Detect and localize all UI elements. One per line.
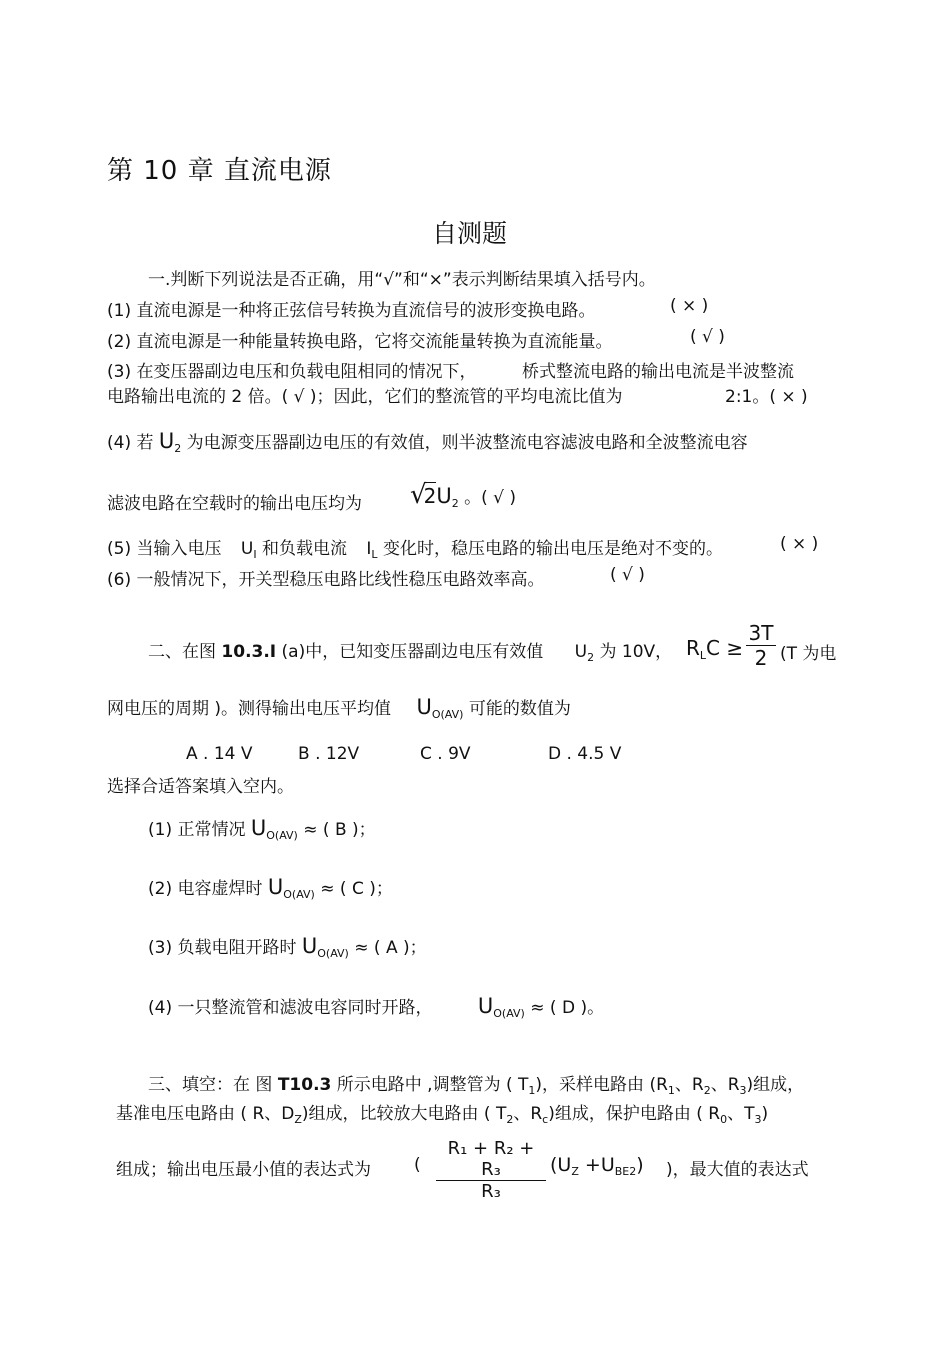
p3-sub-z: Z <box>294 1113 302 1126</box>
q5-il: I <box>366 539 372 559</box>
fraction-denominator: 2 <box>754 646 768 670</box>
q5-ui-sub: I <box>253 548 257 561</box>
q4-u2-symbol: U <box>436 484 452 508</box>
q2-text: (2) 直流电源是一种能量转换电路，它将交流能量转换为直流能量。 <box>107 332 613 352</box>
p3-sub-2: 2 <box>703 1084 711 1097</box>
part2-item-4 <box>148 993 604 1020</box>
q5-line <box>107 534 723 561</box>
item-label: (3) 负载电阻开路时 <box>148 938 297 958</box>
q4-line1 <box>107 428 748 455</box>
p3-l2d: )组成，保护电路由 ( R <box>548 1104 721 1124</box>
item-tail: ≈ ( C )； <box>320 879 393 899</box>
item-tail: ≈ ( A )； <box>354 938 427 958</box>
q4-line2: 滤波电路在空载时的输出电压均为 <box>107 494 362 514</box>
q3-line2b: 2:1。( × ) <box>725 387 808 407</box>
part2-b: (a)中，已知变压器副边电压有效值 <box>281 642 544 662</box>
part3-line1 <box>148 1070 804 1097</box>
p3-sub-t2: 2 <box>506 1113 514 1126</box>
q5-b: 和负载电流 <box>262 539 347 559</box>
rl-symbol: R <box>686 636 700 660</box>
sqrt-expression <box>410 480 436 510</box>
q5-il-sub: L <box>371 548 378 561</box>
part2-u2: U <box>574 642 588 662</box>
part2-line1 <box>148 637 672 664</box>
part2-line2b: 可能的数值为 <box>468 699 571 719</box>
q2-answer: ( √ ) <box>690 327 725 347</box>
p3-l1a: 三、填空：在 图 <box>148 1075 273 1095</box>
option-d: D . 4.5 V <box>548 744 622 764</box>
vout-fraction-numerator: R₁ + R₂ + R₃ <box>447 1138 535 1180</box>
q3-line1b: 桥式整流电路的输出电流是半波整流 <box>522 362 794 382</box>
item-label: (1) 正常情况 <box>148 820 246 840</box>
p3-sub-1: 1 <box>528 1084 536 1097</box>
p3-sub-1b: 1 <box>667 1084 675 1097</box>
part3-line3a: 组成；输出电压最小值的表达式为 <box>116 1160 371 1180</box>
p3-l1d: 、R <box>674 1075 704 1095</box>
item-uo: U <box>267 875 284 899</box>
option-b: B . 12V <box>298 744 360 764</box>
q5-answer: ( × ) <box>780 534 819 554</box>
p3-sub-c: c <box>542 1113 549 1126</box>
p3-l2f: ) <box>761 1104 769 1124</box>
q4-formula <box>410 480 516 510</box>
q4-u-sub: 2 <box>174 442 182 455</box>
item-uo-sub: O(AV) <box>493 1007 525 1020</box>
part2-c: 为 10V， <box>599 642 673 662</box>
chapter-title: 第 10 章 直流电源 <box>107 156 332 186</box>
p3-l2c: 、R <box>513 1104 543 1124</box>
q3-line1a: (3) 在变压器副边电压和负载电阻相同的情况下， <box>107 362 477 382</box>
p3-figure-ref: T10.3 <box>277 1075 332 1095</box>
fraction-numerator: 3T <box>748 621 774 645</box>
item-label: (2) 电容虚焊时 <box>148 879 263 899</box>
p3-l2b: )组成，比较放大电路由 ( T <box>301 1104 507 1124</box>
q4-answer: 。( √ ) <box>464 488 516 508</box>
part3-paren-open: ( <box>414 1155 421 1175</box>
q5-a: (5) 当输入电压 <box>107 539 222 559</box>
part1-intro: 一.判断下列说法是否正确，用“√”和“×”表示判断结果填入括号内。 <box>148 270 656 290</box>
q3-line2a: 电路输出电流的 2 倍。( √ )；因此，它们的整流管的平均电流比值为 <box>107 387 623 407</box>
part3-line3b: )，最大值的表达式 <box>666 1160 809 1180</box>
q5-ui: U <box>240 539 254 559</box>
sqrt-value: 2 <box>423 484 437 508</box>
q4-prefix: (4) 若 <box>107 433 154 453</box>
part2-u2-sub: 2 <box>587 651 595 664</box>
q4-u-symbol: U <box>158 429 175 453</box>
part2-uo: U <box>416 695 432 719</box>
part2-line2a: 网电压的周期 )。测得输出电压平均值 <box>107 699 392 719</box>
option-a: A . 14 V <box>186 744 253 764</box>
q1-text: (1) 直流电源是一种将正弦信号转换为直流信号的波形变换电路。 <box>107 301 596 321</box>
part2-item-1 <box>148 815 376 842</box>
option-c: C . 9V <box>420 744 471 764</box>
p3-l1e: 、R <box>710 1075 740 1095</box>
part2-instruction: 选择合适答案填入空内。 <box>107 777 294 797</box>
part2-figure-ref: 10.3.I <box>221 642 277 662</box>
part2-item-2 <box>148 874 393 901</box>
p3-sub-3: 3 <box>739 1084 747 1097</box>
p3-l1b: 所示电路中 ,调整管为 ( T <box>336 1075 529 1095</box>
part2-a: 二、在图 <box>148 642 216 662</box>
expr-z-sub: Z <box>571 1165 579 1178</box>
item-uo-sub: O(AV) <box>283 888 315 901</box>
item-uo: U <box>250 816 267 840</box>
p3-l1f: )组成， <box>746 1075 805 1095</box>
part2-line2 <box>107 694 571 721</box>
p3-l2e: 、T <box>727 1104 755 1124</box>
item-label: (4) 一只整流管和滤波电容同时开路， <box>148 998 433 1018</box>
item-uo: U <box>301 934 318 958</box>
vout-fraction <box>436 1138 546 1202</box>
part2-d: (T 为电 <box>780 644 837 664</box>
p3-sub-0: 0 <box>720 1113 728 1126</box>
rlc-expression <box>686 636 743 662</box>
q6-answer: ( √ ) <box>610 565 645 585</box>
item-tail: ≈ ( D )。 <box>530 998 605 1018</box>
p3-sub-t3: 3 <box>754 1113 762 1126</box>
sqrt-icon: √ <box>410 480 427 510</box>
rl-sub: L <box>699 649 707 662</box>
expr-close: ) <box>636 1154 644 1176</box>
expr-be2-sub: BE2 <box>614 1165 637 1178</box>
part2-item-3 <box>148 933 427 960</box>
q1-answer: ( × ) <box>670 296 709 316</box>
part2-uo-sub: O(AV) <box>431 708 464 721</box>
vout-fraction-denominator: R₃ <box>481 1181 501 1202</box>
expr-plus-ube: +U <box>584 1154 615 1176</box>
item-tail: ≈ ( B )； <box>303 820 376 840</box>
period-fraction <box>746 621 776 670</box>
item-uo-sub: O(AV) <box>266 829 298 842</box>
item-uo: U <box>477 994 494 1018</box>
q5-c: 变化时，稳压电路的输出电压是绝对不变的。 <box>382 539 723 559</box>
c-geq: C ≥ <box>706 636 744 660</box>
vout-expression <box>550 1154 644 1178</box>
q6-text: (6) 一般情况下，开关型稳压电路比线性稳压电路效率高。 <box>107 570 545 590</box>
section-title: 自测题 <box>432 219 508 248</box>
expr-uz: (U <box>550 1154 572 1176</box>
p3-l1c: )，采样电路由 (R <box>535 1075 668 1095</box>
q4-u2-sub: 2 <box>451 497 459 510</box>
q4-rest: 为电源变压器副边电压的有效值，则半波整流电容滤波电路和全波整流电容 <box>186 433 748 453</box>
item-uo-sub: O(AV) <box>317 947 349 960</box>
part3-line2 <box>116 1099 768 1126</box>
p3-l2a: 基准电压电路由 ( R、D <box>116 1104 295 1124</box>
